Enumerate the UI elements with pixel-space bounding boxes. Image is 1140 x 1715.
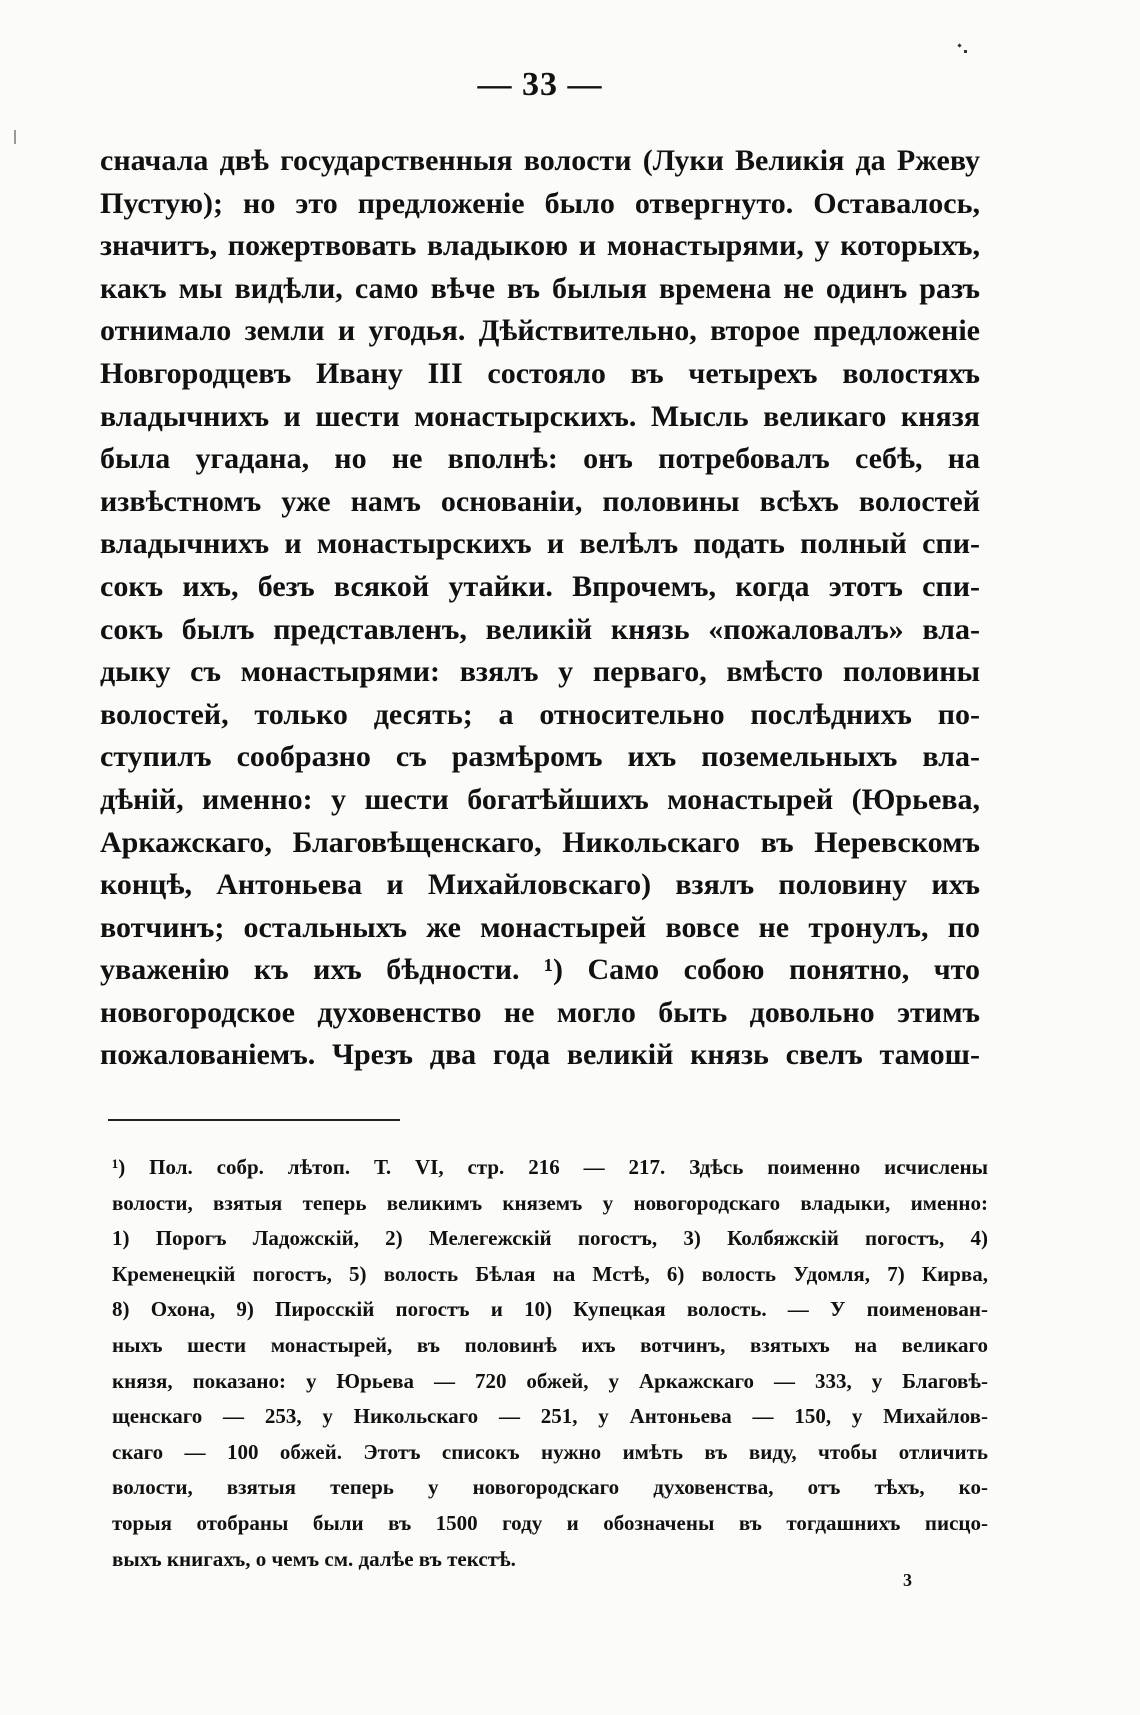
main-text-body [100, 140, 980, 1077]
text-line-2: Пустую); но это предложеніе было отвергнуто. Оставалось, [100, 186, 980, 220]
footnote-line-8: щенскаго — 253, у Никольскаго — 251, у Антоньева — 150, у Михайлов- [112, 1404, 988, 1429]
text-line-22: пожалованіемъ. Чрезъ два года великій князь свелъ тамош- [100, 1038, 980, 1072]
scan-speck [957, 43, 961, 47]
text-line-1: сначала двѣ государственныя волости (Луки Великія да Ржеву [100, 144, 980, 177]
footnote-line-6: ныхъ шести монастырей, въ половинѣ ихъ вотчинъ, взятыхъ на великаго [112, 1332, 988, 1357]
page-number: — 33 — [477, 66, 603, 103]
text-line-10: владычнихъ и монастырскихъ и велѣлъ подать полный спи- [100, 527, 980, 561]
footnote-line-3: 1) Порогъ Ладожскій, 2) Мелегежскій погостъ, 3) Колбяжскій погостъ, 4) [112, 1226, 988, 1251]
footnote-line-10: волости, взятыя теперь у новогородскаго духовенства, отъ тѣхъ, ко- [112, 1475, 988, 1500]
scan-speck [964, 50, 967, 53]
text-line-5: отнимало земли и угодья. Дѣйствительно, второе предложеніе [100, 314, 980, 348]
footnote-separator [108, 1119, 400, 1121]
text-line-18: концѣ, Антоньева и Михайловскаго) взялъ половину ихъ [100, 868, 980, 902]
footnote-line-4: Кременецкій погостъ, 5) волость Бѣлая на Мстѣ, 6) волость Удомля, 7) Кирва, [112, 1261, 988, 1286]
printer-signature-mark: 3 [903, 1570, 912, 1590]
footnote-line-2: волости, взятыя теперь великимъ княземъ у новогородскаго владыки, именно: [112, 1190, 988, 1215]
text-line-8: была угадана, но не вполнѣ: онъ потребовалъ себѣ, на [100, 442, 980, 476]
footnote-line-11: торыя отобраны были въ 1500 году и обозначены въ тогдашнихъ писцо- [112, 1510, 988, 1535]
text-line-3: значитъ, пожертвовать владыкою и монастырями, у которыхъ, [100, 229, 980, 263]
text-line-19: вотчинъ; остальныхъ же монастырей вовсе не тронулъ, по [100, 910, 980, 944]
text-line-11: сокъ ихъ, безъ всякой утайки. Впрочемъ, когда этотъ спи- [100, 569, 980, 603]
footnote-block [112, 1150, 988, 1577]
text-line-21: новогородское духовенство не могло быть довольно этимъ [100, 995, 980, 1029]
text-line-17: Аркажскаго, Благовѣщенскаго, Никольскаго въ Неревскомъ [100, 825, 980, 859]
text-line-6: Новгородцевъ Ивану III состояло въ четырехъ волостяхъ [100, 356, 980, 390]
text-line-20: уваженію къ ихъ бѣдности. ¹) Само собою понятно, что [100, 953, 980, 987]
text-line-15: ступилъ сообразно съ размѣромъ ихъ поземельныхъ вла- [100, 740, 980, 774]
footnote-line-1: ¹) Пол. собр. лѣтоп. Т. VI, стр. 216 — 217. Здѣсь поименно исчислены [112, 1155, 988, 1179]
text-line-4: какъ мы видѣли, само вѣче въ былыя времена не одинъ разъ [100, 271, 980, 305]
text-line-14: волостей, только десять; а относительно послѣднихъ по- [100, 697, 980, 731]
footnote-line-9: скаго — 100 обжей. Этотъ списокъ нужно имѣть въ виду, чтобы отличить [112, 1439, 988, 1464]
scan-speck [14, 130, 16, 144]
text-line-9: извѣстномъ уже намъ основаніи, половины всѣхъ волостей [100, 484, 980, 518]
text-line-7: владычнихъ и шести монастырскихъ. Мысль великаго князя [100, 399, 980, 433]
text-line-12: сокъ былъ представленъ, великій князь «пожаловалъ» вла- [100, 612, 980, 646]
footnote-line-5: 8) Охона, 9) Пиросскій погостъ и 10) Купецкая волость. — У поименован- [112, 1297, 988, 1322]
footnote-line-7: князя, показано: у Юрьева — 720 обжей, у Аркажскаго — 333, у Благовѣ- [112, 1368, 988, 1393]
text-line-13: дыку съ монастырями: взялъ у перваго, вмѣсто половины [100, 655, 980, 689]
footnote-line-12: выхъ книгахъ, о чемъ см. далѣе въ текстѣ. [112, 1546, 516, 1571]
text-line-16: дѣній, именно: у шести богатѣйшихъ монастырей (Юрьева, [100, 782, 980, 816]
